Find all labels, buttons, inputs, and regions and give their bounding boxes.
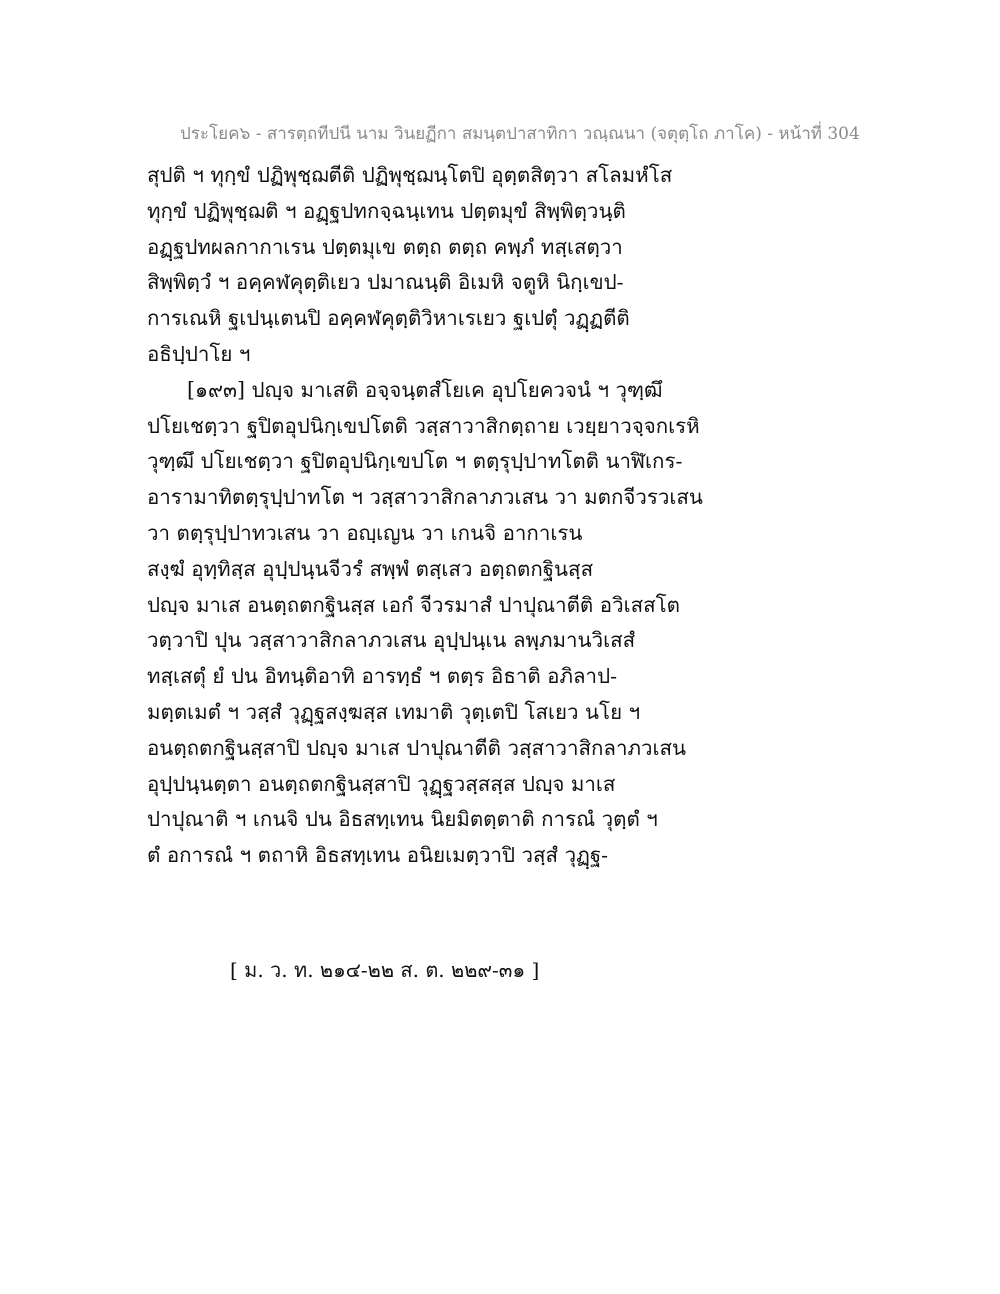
text-line: วุฑฺฒึ ปโยเชตฺวา ฐปิตอุปนิกฺเขปโต ฯ ตตฺรุปฺปาทโตติ นาฬิเกร- <box>147 449 683 474</box>
text-line: ปโยเชตฺวา ฐปิตอุปนิกฺเขปโตติ วสฺสาวาสิกตฺถาย เวยฺยาวจฺจกเรหิ <box>147 413 700 438</box>
text-line: สงฺฆํ อุทฺทิสฺส อุปฺปนฺนจีวรํ สพฺพํ ตสฺเสว อตฺถตกฐินสฺส <box>147 556 594 581</box>
text-line: มตฺตเมตํ ฯ วสฺสํ วุฏฺฐสงฺฆสฺส เทมาติ วุตฺเตปิ โสเยว นโย ฯ <box>147 699 641 724</box>
text-line: สุปติ ฯ ทุกฺขํ ปฏิพุชฺฌตีติ ปฏิพุชฺฌนฺโตปิ อุตฺตสิตฺวา สโลมหํโส <box>147 163 673 187</box>
text-line: การเณหิ ฐเปนฺเตนปิ อคฺคฬคุตฺติวิหาเรเยว ฐเปตุํ วฏฺฏตีติ <box>147 306 630 331</box>
running-header: ประโยค๖ - สารตฺถทีปนี นาม วินยฏีกา สมนฺตปาสาทิกา วณฺณนา (จตุตฺโถ ภาโค) - หน้าที่ 304 <box>180 124 860 144</box>
body-text <box>147 158 707 874</box>
text-line: วตฺวาปิ ปุน วสฺสาวาสิกลาภวเสน อุปฺปนฺเน ลพฺภมานวิเสสํ <box>147 628 636 653</box>
text-line: อุปฺปนฺนตฺตา อนตฺถตกฐินสฺสาปิ วุฏฺฐวสฺสสฺส ปญฺจ มาเส <box>147 771 616 796</box>
text-line: อนตฺถตกฐินสฺสาปิ ปญฺจ มาเส ปาปุณาตีติ วสฺสาวาสิกลาภวเสน <box>147 735 687 760</box>
text-line: สิพฺพิตฺวํ ฯ อคฺคฬคุตฺติเยว ปมาณนฺติ อิเมหิ จตูหิ นิกฺเขป- <box>147 270 624 295</box>
text-line: อฏฺฐปทผลกากาเรน ปตฺตมุเข ตตฺถ ตตฺถ คพฺภํ ทสฺเสตฺวา <box>147 234 623 259</box>
text-line: ตํ อการณํ ฯ ตถาหิ อิธสทฺเทน อนิยเมตฺวาปิ วสฺสํ วุฏฺฐ- <box>147 843 609 868</box>
text-line: อธิปฺปาโย ฯ <box>147 341 251 366</box>
text-line: วา ตตฺรุปฺปาทวเสน วา อญฺเญน วา เกนจิ อากาเรน <box>147 520 583 545</box>
text-line: ทุกฺขํ ปฏิพุชฺฌติ ฯ อฏฺฐปทกจฺฉนฺเทน ปตฺตมุขํ สิพฺพิตฺวนฺติ <box>147 198 626 223</box>
paragraph-start-line: [๑๙๓] ปญฺจ มาเสติ อจฺจนฺตสํโยเค อุปโยควจนํ ฯ วุฑฺฒึ <box>187 377 663 402</box>
text-line: ปาปุณาติ ฯ เกนจิ ปน อิธสทฺเทน นิยมิตตฺตาติ การณํ วุตฺตํ ฯ <box>147 807 658 832</box>
text-line: ปญฺจ มาเส อนตฺถตกฐินสฺส เอกํ จีวรมาสํ ปาปุณาตีติ อวิเสสโต <box>147 592 680 617</box>
text-line: ทสฺเสตุํ ยํ ปน อิทนฺติอาทิ อารทฺธํ ฯ ตตฺร อิธาติ อภิลาป- <box>147 664 618 689</box>
reference-note: [ ม. ว. ท. ๒๑๔-๒๒ ส. ต. ๒๒๙-๓๑ ] <box>230 958 540 982</box>
text-line: อารามาทิตตฺรุปฺปาทโต ฯ วสฺสาวาสิกลาภวเสน วา มตกจีวรวเสน <box>147 485 703 510</box>
